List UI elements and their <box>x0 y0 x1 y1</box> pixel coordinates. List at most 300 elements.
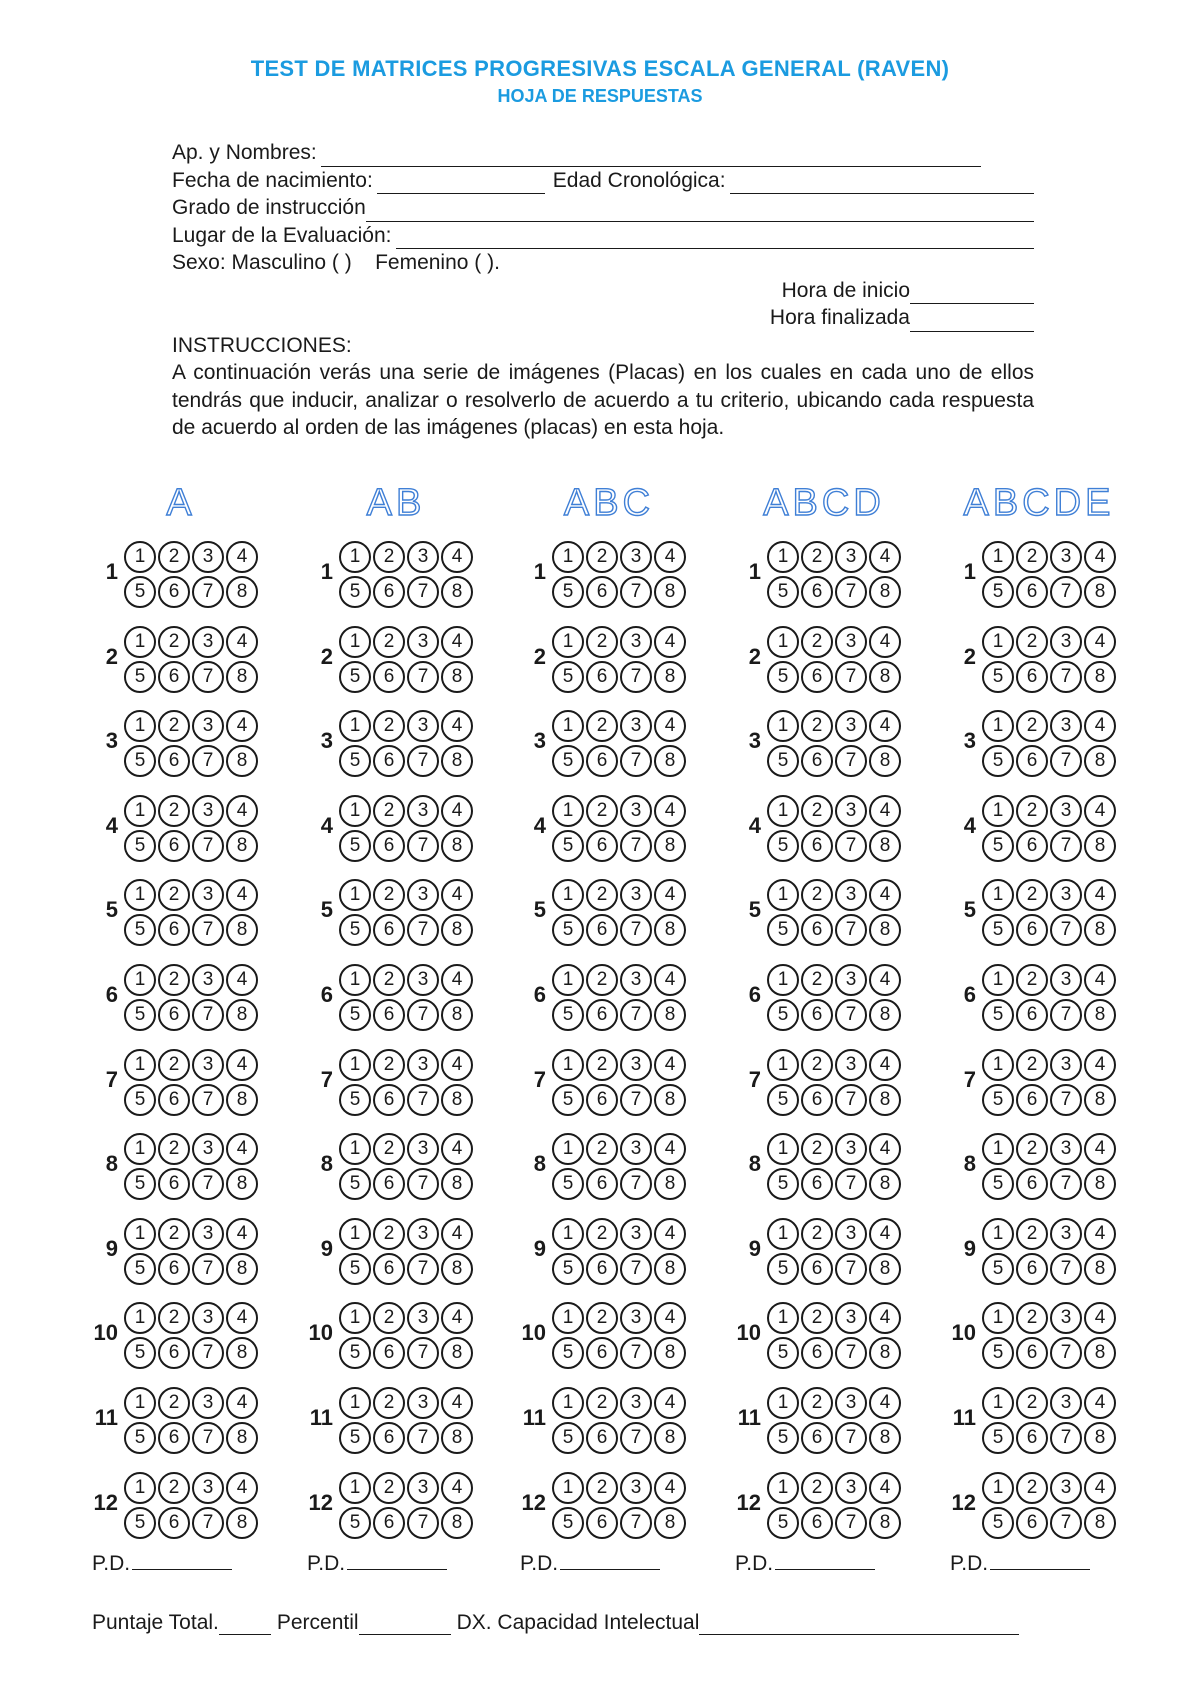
answer-bubble[interactable]: 4 <box>226 1218 258 1250</box>
answer-bubble[interactable]: 1 <box>339 541 371 573</box>
answer-bubble[interactable]: 7 <box>192 745 224 777</box>
answer-bubble[interactable]: 2 <box>586 1218 618 1250</box>
answer-bubble[interactable]: 5 <box>552 576 584 608</box>
answer-bubble[interactable]: 8 <box>654 576 686 608</box>
answer-bubble[interactable]: 6 <box>373 1253 405 1285</box>
answer-bubble[interactable]: 8 <box>654 1084 686 1116</box>
answer-bubble[interactable]: 6 <box>373 745 405 777</box>
answer-bubble[interactable]: 1 <box>982 626 1014 658</box>
answer-bubble[interactable]: 5 <box>982 999 1014 1031</box>
answer-bubble[interactable]: 6 <box>801 1337 833 1369</box>
answer-bubble[interactable]: 6 <box>1016 1084 1048 1116</box>
answer-bubble[interactable]: 5 <box>124 1337 156 1369</box>
answer-bubble[interactable]: 2 <box>586 1387 618 1419</box>
answer-bubble[interactable]: 8 <box>869 745 901 777</box>
answer-bubble[interactable]: 2 <box>373 710 405 742</box>
answer-bubble[interactable]: 4 <box>1084 1472 1116 1504</box>
answer-bubble[interactable]: 7 <box>407 999 439 1031</box>
answer-bubble[interactable]: 1 <box>124 1302 156 1334</box>
answer-bubble[interactable]: 2 <box>373 964 405 996</box>
answer-bubble[interactable]: 2 <box>801 1387 833 1419</box>
answer-bubble[interactable]: 7 <box>620 745 652 777</box>
answer-bubble[interactable]: 1 <box>982 541 1014 573</box>
answer-bubble[interactable]: 7 <box>192 999 224 1031</box>
answer-bubble[interactable]: 3 <box>1050 710 1082 742</box>
answer-bubble[interactable]: 1 <box>552 1133 584 1165</box>
answer-bubble[interactable]: 6 <box>158 745 190 777</box>
answer-bubble[interactable]: 6 <box>158 914 190 946</box>
answer-bubble[interactable]: 3 <box>620 964 652 996</box>
answer-bubble[interactable]: 5 <box>339 1337 371 1369</box>
answer-bubble[interactable]: 4 <box>654 1133 686 1165</box>
answer-bubble[interactable]: 7 <box>407 1084 439 1116</box>
answer-bubble[interactable]: 6 <box>801 1422 833 1454</box>
answer-bubble[interactable]: 7 <box>1050 1507 1082 1539</box>
answer-bubble[interactable]: 4 <box>441 964 473 996</box>
answer-bubble[interactable]: 8 <box>654 999 686 1031</box>
answer-bubble[interactable]: 6 <box>586 661 618 693</box>
answer-bubble[interactable]: 5 <box>339 661 371 693</box>
answer-bubble[interactable]: 2 <box>373 879 405 911</box>
answer-bubble[interactable]: 7 <box>407 661 439 693</box>
answer-bubble[interactable]: 8 <box>1084 576 1116 608</box>
answer-bubble[interactable]: 6 <box>1016 1422 1048 1454</box>
answer-bubble[interactable]: 2 <box>158 626 190 658</box>
answer-bubble[interactable]: 5 <box>124 1168 156 1200</box>
answer-bubble[interactable]: 5 <box>124 999 156 1031</box>
answer-bubble[interactable]: 6 <box>801 1084 833 1116</box>
answer-bubble[interactable]: 2 <box>373 1049 405 1081</box>
answer-bubble[interactable]: 1 <box>124 795 156 827</box>
answer-bubble[interactable]: 3 <box>835 1218 867 1250</box>
answer-bubble[interactable]: 7 <box>1050 830 1082 862</box>
answer-bubble[interactable]: 8 <box>1084 661 1116 693</box>
answer-bubble[interactable]: 3 <box>1050 1302 1082 1334</box>
answer-bubble[interactable]: 4 <box>226 795 258 827</box>
answer-bubble[interactable]: 3 <box>1050 1472 1082 1504</box>
answer-bubble[interactable]: 3 <box>407 964 439 996</box>
answer-bubble[interactable]: 5 <box>124 830 156 862</box>
answer-bubble[interactable]: 7 <box>1050 1168 1082 1200</box>
answer-bubble[interactable]: 5 <box>982 576 1014 608</box>
answer-bubble[interactable]: 6 <box>801 914 833 946</box>
answer-bubble[interactable]: 3 <box>1050 1218 1082 1250</box>
answer-bubble[interactable]: 2 <box>801 541 833 573</box>
answer-bubble[interactable]: 7 <box>407 914 439 946</box>
answer-bubble[interactable]: 2 <box>373 1133 405 1165</box>
answer-bubble[interactable]: 5 <box>339 745 371 777</box>
answer-bubble[interactable]: 5 <box>339 914 371 946</box>
answer-bubble[interactable]: 8 <box>226 661 258 693</box>
answer-bubble[interactable]: 5 <box>552 1168 584 1200</box>
answer-bubble[interactable]: 6 <box>1016 914 1048 946</box>
answer-bubble[interactable]: 4 <box>1084 1387 1116 1419</box>
answer-bubble[interactable]: 8 <box>441 1168 473 1200</box>
answer-bubble[interactable]: 5 <box>982 1168 1014 1200</box>
answer-bubble[interactable]: 6 <box>158 1168 190 1200</box>
answer-bubble[interactable]: 7 <box>407 576 439 608</box>
answer-bubble[interactable]: 7 <box>1050 745 1082 777</box>
answer-bubble[interactable]: 1 <box>552 626 584 658</box>
answer-bubble[interactable]: 3 <box>407 1472 439 1504</box>
answer-bubble[interactable]: 2 <box>801 964 833 996</box>
answer-bubble[interactable]: 5 <box>767 999 799 1031</box>
pd-field[interactable] <box>990 1549 1090 1570</box>
answer-bubble[interactable]: 5 <box>552 914 584 946</box>
answer-bubble[interactable]: 8 <box>226 1507 258 1539</box>
answer-bubble[interactable]: 7 <box>835 576 867 608</box>
answer-bubble[interactable]: 2 <box>586 1472 618 1504</box>
answer-bubble[interactable]: 8 <box>441 576 473 608</box>
answer-bubble[interactable]: 6 <box>158 1507 190 1539</box>
answer-bubble[interactable]: 7 <box>407 1422 439 1454</box>
answer-bubble[interactable]: 1 <box>124 879 156 911</box>
answer-bubble[interactable]: 7 <box>1050 1422 1082 1454</box>
answer-bubble[interactable]: 3 <box>407 710 439 742</box>
answer-bubble[interactable]: 3 <box>835 541 867 573</box>
name-field[interactable] <box>321 146 981 167</box>
answer-bubble[interactable]: 2 <box>801 1472 833 1504</box>
answer-bubble[interactable]: 4 <box>869 541 901 573</box>
answer-bubble[interactable]: 4 <box>654 795 686 827</box>
answer-bubble[interactable]: 7 <box>835 999 867 1031</box>
answer-bubble[interactable]: 3 <box>1050 1133 1082 1165</box>
answer-bubble[interactable]: 3 <box>407 1133 439 1165</box>
answer-bubble[interactable]: 8 <box>654 1422 686 1454</box>
answer-bubble[interactable]: 8 <box>654 1337 686 1369</box>
place-field[interactable] <box>396 228 1035 249</box>
answer-bubble[interactable]: 1 <box>552 795 584 827</box>
answer-bubble[interactable]: 1 <box>339 1218 371 1250</box>
answer-bubble[interactable]: 8 <box>1084 1422 1116 1454</box>
answer-bubble[interactable]: 6 <box>373 1084 405 1116</box>
answer-bubble[interactable]: 2 <box>801 795 833 827</box>
answer-bubble[interactable]: 6 <box>373 999 405 1031</box>
answer-bubble[interactable]: 6 <box>1016 1507 1048 1539</box>
answer-bubble[interactable]: 7 <box>1050 1084 1082 1116</box>
answer-bubble[interactable]: 7 <box>835 1422 867 1454</box>
answer-bubble[interactable]: 6 <box>1016 830 1048 862</box>
answer-bubble[interactable]: 4 <box>654 1049 686 1081</box>
answer-bubble[interactable]: 2 <box>801 710 833 742</box>
answer-bubble[interactable]: 6 <box>158 1084 190 1116</box>
answer-bubble[interactable]: 5 <box>124 914 156 946</box>
answer-bubble[interactable]: 2 <box>1016 1218 1048 1250</box>
pd-field[interactable] <box>347 1549 447 1570</box>
answer-bubble[interactable]: 3 <box>835 1472 867 1504</box>
answer-bubble[interactable]: 6 <box>586 999 618 1031</box>
answer-bubble[interactable]: 5 <box>339 1422 371 1454</box>
answer-bubble[interactable]: 2 <box>158 1049 190 1081</box>
answer-bubble[interactable]: 7 <box>192 1084 224 1116</box>
answer-bubble[interactable]: 3 <box>1050 795 1082 827</box>
answer-bubble[interactable]: 8 <box>869 661 901 693</box>
answer-bubble[interactable]: 5 <box>767 1337 799 1369</box>
answer-bubble[interactable]: 2 <box>801 1133 833 1165</box>
answer-bubble[interactable]: 1 <box>767 964 799 996</box>
answer-bubble[interactable]: 3 <box>835 710 867 742</box>
answer-bubble[interactable]: 1 <box>767 1302 799 1334</box>
answer-bubble[interactable]: 8 <box>441 1253 473 1285</box>
answer-bubble[interactable]: 8 <box>654 914 686 946</box>
answer-bubble[interactable]: 7 <box>1050 661 1082 693</box>
answer-bubble[interactable]: 2 <box>373 626 405 658</box>
answer-bubble[interactable]: 5 <box>982 914 1014 946</box>
answer-bubble[interactable]: 1 <box>552 1049 584 1081</box>
answer-bubble[interactable]: 2 <box>1016 626 1048 658</box>
answer-bubble[interactable]: 6 <box>586 1337 618 1369</box>
answer-bubble[interactable]: 8 <box>441 830 473 862</box>
answer-bubble[interactable]: 4 <box>654 1387 686 1419</box>
answer-bubble[interactable]: 2 <box>1016 1133 1048 1165</box>
answer-bubble[interactable]: 3 <box>620 1387 652 1419</box>
answer-bubble[interactable]: 5 <box>339 999 371 1031</box>
answer-bubble[interactable]: 6 <box>373 1422 405 1454</box>
answer-bubble[interactable]: 3 <box>407 626 439 658</box>
answer-bubble[interactable]: 7 <box>620 1168 652 1200</box>
answer-bubble[interactable]: 8 <box>869 830 901 862</box>
answer-bubble[interactable]: 6 <box>586 1253 618 1285</box>
answer-bubble[interactable]: 6 <box>158 1422 190 1454</box>
answer-bubble[interactable]: 5 <box>124 1084 156 1116</box>
answer-bubble[interactable]: 3 <box>620 879 652 911</box>
answer-bubble[interactable]: 1 <box>552 1218 584 1250</box>
answer-bubble[interactable]: 7 <box>620 1253 652 1285</box>
answer-bubble[interactable]: 3 <box>407 1049 439 1081</box>
answer-bubble[interactable]: 4 <box>441 879 473 911</box>
answer-bubble[interactable]: 3 <box>620 795 652 827</box>
answer-bubble[interactable]: 7 <box>835 1507 867 1539</box>
answer-bubble[interactable]: 2 <box>801 879 833 911</box>
answer-bubble[interactable]: 4 <box>869 1472 901 1504</box>
education-field[interactable] <box>366 201 1034 222</box>
answer-bubble[interactable]: 4 <box>869 626 901 658</box>
answer-bubble[interactable]: 3 <box>407 795 439 827</box>
answer-bubble[interactable]: 5 <box>982 1084 1014 1116</box>
answer-bubble[interactable]: 2 <box>158 879 190 911</box>
answer-bubble[interactable]: 2 <box>1016 879 1048 911</box>
answer-bubble[interactable]: 2 <box>1016 1049 1048 1081</box>
answer-bubble[interactable]: 5 <box>552 1253 584 1285</box>
answer-bubble[interactable]: 5 <box>552 830 584 862</box>
answer-bubble[interactable]: 7 <box>1050 1337 1082 1369</box>
answer-bubble[interactable]: 1 <box>339 1302 371 1334</box>
answer-bubble[interactable]: 8 <box>869 1337 901 1369</box>
answer-bubble[interactable]: 5 <box>767 914 799 946</box>
answer-bubble[interactable]: 1 <box>124 1133 156 1165</box>
answer-bubble[interactable]: 8 <box>654 1253 686 1285</box>
answer-bubble[interactable]: 7 <box>192 1507 224 1539</box>
answer-bubble[interactable]: 2 <box>373 1472 405 1504</box>
answer-bubble[interactable]: 4 <box>441 1133 473 1165</box>
answer-bubble[interactable]: 2 <box>158 795 190 827</box>
answer-bubble[interactable]: 1 <box>339 1387 371 1419</box>
answer-bubble[interactable]: 4 <box>441 541 473 573</box>
answer-bubble[interactable]: 3 <box>407 1218 439 1250</box>
answer-bubble[interactable]: 7 <box>192 1337 224 1369</box>
answer-bubble[interactable]: 1 <box>982 1049 1014 1081</box>
answer-bubble[interactable]: 8 <box>654 830 686 862</box>
answer-bubble[interactable]: 8 <box>869 576 901 608</box>
answer-bubble[interactable]: 5 <box>552 999 584 1031</box>
answer-bubble[interactable]: 5 <box>982 661 1014 693</box>
answer-bubble[interactable]: 4 <box>441 1049 473 1081</box>
answer-bubble[interactable]: 6 <box>586 914 618 946</box>
answer-bubble[interactable]: 1 <box>124 964 156 996</box>
answer-bubble[interactable]: 8 <box>226 999 258 1031</box>
answer-bubble[interactable]: 7 <box>835 745 867 777</box>
answer-bubble[interactable]: 2 <box>373 1218 405 1250</box>
answer-bubble[interactable]: 3 <box>835 1387 867 1419</box>
answer-bubble[interactable]: 1 <box>339 795 371 827</box>
answer-bubble[interactable]: 8 <box>441 999 473 1031</box>
answer-bubble[interactable]: 2 <box>1016 710 1048 742</box>
answer-bubble[interactable]: 1 <box>982 1302 1014 1334</box>
answer-bubble[interactable]: 8 <box>869 914 901 946</box>
answer-bubble[interactable]: 7 <box>620 830 652 862</box>
answer-bubble[interactable]: 1 <box>552 1302 584 1334</box>
answer-bubble[interactable]: 6 <box>158 999 190 1031</box>
answer-bubble[interactable]: 1 <box>339 626 371 658</box>
answer-bubble[interactable]: 7 <box>835 1168 867 1200</box>
answer-bubble[interactable]: 3 <box>620 710 652 742</box>
answer-bubble[interactable]: 2 <box>586 1049 618 1081</box>
answer-bubble[interactable]: 7 <box>835 1337 867 1369</box>
answer-bubble[interactable]: 1 <box>767 710 799 742</box>
answer-bubble[interactable]: 6 <box>801 576 833 608</box>
answer-bubble[interactable]: 3 <box>192 626 224 658</box>
answer-bubble[interactable]: 4 <box>654 626 686 658</box>
answer-bubble[interactable]: 7 <box>1050 1253 1082 1285</box>
answer-bubble[interactable]: 4 <box>654 879 686 911</box>
answer-bubble[interactable]: 5 <box>552 745 584 777</box>
answer-bubble[interactable]: 8 <box>441 1084 473 1116</box>
answer-bubble[interactable]: 6 <box>586 1084 618 1116</box>
answer-bubble[interactable]: 6 <box>586 830 618 862</box>
answer-bubble[interactable]: 4 <box>1084 795 1116 827</box>
answer-bubble[interactable]: 8 <box>441 1337 473 1369</box>
answer-bubble[interactable]: 3 <box>835 1302 867 1334</box>
answer-bubble[interactable]: 6 <box>373 1507 405 1539</box>
answer-bubble[interactable]: 6 <box>801 999 833 1031</box>
answer-bubble[interactable]: 8 <box>226 1084 258 1116</box>
answer-bubble[interactable]: 7 <box>835 1084 867 1116</box>
answer-bubble[interactable]: 1 <box>339 1133 371 1165</box>
answer-bubble[interactable]: 1 <box>982 1218 1014 1250</box>
answer-bubble[interactable]: 8 <box>1084 830 1116 862</box>
answer-bubble[interactable]: 2 <box>1016 1302 1048 1334</box>
pd-field[interactable] <box>132 1549 232 1570</box>
answer-bubble[interactable]: 1 <box>124 1218 156 1250</box>
answer-bubble[interactable]: 7 <box>407 745 439 777</box>
answer-bubble[interactable]: 7 <box>620 1422 652 1454</box>
answer-bubble[interactable]: 4 <box>226 964 258 996</box>
answer-bubble[interactable]: 2 <box>373 1387 405 1419</box>
answer-bubble[interactable]: 2 <box>158 1302 190 1334</box>
answer-bubble[interactable]: 5 <box>552 661 584 693</box>
answer-bubble[interactable]: 8 <box>1084 1507 1116 1539</box>
answer-bubble[interactable]: 6 <box>801 661 833 693</box>
answer-bubble[interactable]: 8 <box>226 745 258 777</box>
answer-bubble[interactable]: 5 <box>767 1507 799 1539</box>
answer-bubble[interactable]: 5 <box>339 1084 371 1116</box>
answer-bubble[interactable]: 4 <box>1084 1218 1116 1250</box>
answer-bubble[interactable]: 6 <box>1016 999 1048 1031</box>
answer-bubble[interactable]: 1 <box>552 1387 584 1419</box>
answer-bubble[interactable]: 1 <box>339 1472 371 1504</box>
answer-bubble[interactable]: 8 <box>1084 1084 1116 1116</box>
pd-field[interactable] <box>560 1549 660 1570</box>
dx-field[interactable] <box>699 1614 1019 1635</box>
answer-bubble[interactable]: 7 <box>620 914 652 946</box>
answer-bubble[interactable]: 5 <box>124 661 156 693</box>
answer-bubble[interactable]: 4 <box>654 541 686 573</box>
answer-bubble[interactable]: 6 <box>1016 661 1048 693</box>
answer-bubble[interactable]: 4 <box>226 626 258 658</box>
answer-bubble[interactable]: 8 <box>226 576 258 608</box>
answer-bubble[interactable]: 6 <box>801 1507 833 1539</box>
answer-bubble[interactable]: 1 <box>552 541 584 573</box>
answer-bubble[interactable]: 2 <box>158 1472 190 1504</box>
answer-bubble[interactable]: 4 <box>654 1472 686 1504</box>
answer-bubble[interactable]: 5 <box>767 1168 799 1200</box>
answer-bubble[interactable]: 2 <box>586 1133 618 1165</box>
answer-bubble[interactable]: 1 <box>124 541 156 573</box>
answer-bubble[interactable]: 4 <box>226 1472 258 1504</box>
answer-bubble[interactable]: 1 <box>982 879 1014 911</box>
answer-bubble[interactable]: 5 <box>767 661 799 693</box>
answer-bubble[interactable]: 3 <box>835 1049 867 1081</box>
answer-bubble[interactable]: 1 <box>124 626 156 658</box>
answer-bubble[interactable]: 3 <box>407 541 439 573</box>
answer-bubble[interactable]: 6 <box>1016 576 1048 608</box>
answer-bubble[interactable]: 4 <box>226 879 258 911</box>
answer-bubble[interactable]: 1 <box>982 964 1014 996</box>
answer-bubble[interactable]: 1 <box>982 1472 1014 1504</box>
pd-field[interactable] <box>775 1549 875 1570</box>
percentile-field[interactable] <box>359 1614 451 1635</box>
answer-bubble[interactable]: 4 <box>441 626 473 658</box>
answer-bubble[interactable]: 7 <box>407 1168 439 1200</box>
answer-bubble[interactable]: 1 <box>982 1133 1014 1165</box>
answer-bubble[interactable]: 5 <box>124 576 156 608</box>
answer-bubble[interactable]: 7 <box>620 999 652 1031</box>
answer-bubble[interactable]: 5 <box>124 1422 156 1454</box>
answer-bubble[interactable]: 6 <box>158 830 190 862</box>
answer-bubble[interactable]: 7 <box>192 914 224 946</box>
answer-bubble[interactable]: 6 <box>801 1168 833 1200</box>
answer-bubble[interactable]: 5 <box>552 1507 584 1539</box>
answer-bubble[interactable]: 3 <box>620 626 652 658</box>
answer-bubble[interactable]: 7 <box>620 576 652 608</box>
answer-bubble[interactable]: 5 <box>124 1253 156 1285</box>
answer-bubble[interactable]: 4 <box>1084 626 1116 658</box>
answer-bubble[interactable]: 2 <box>158 710 190 742</box>
answer-bubble[interactable]: 4 <box>869 1302 901 1334</box>
answer-bubble[interactable]: 8 <box>654 1507 686 1539</box>
answer-bubble[interactable]: 3 <box>620 541 652 573</box>
answer-bubble[interactable]: 3 <box>1050 541 1082 573</box>
answer-bubble[interactable]: 3 <box>620 1049 652 1081</box>
answer-bubble[interactable]: 4 <box>1084 964 1116 996</box>
answer-bubble[interactable]: 6 <box>1016 745 1048 777</box>
answer-bubble[interactable]: 8 <box>226 1337 258 1369</box>
answer-bubble[interactable]: 2 <box>586 626 618 658</box>
answer-bubble[interactable]: 4 <box>654 710 686 742</box>
answer-bubble[interactable]: 2 <box>801 1302 833 1334</box>
answer-bubble[interactable]: 4 <box>1084 1049 1116 1081</box>
answer-bubble[interactable]: 3 <box>1050 1387 1082 1419</box>
